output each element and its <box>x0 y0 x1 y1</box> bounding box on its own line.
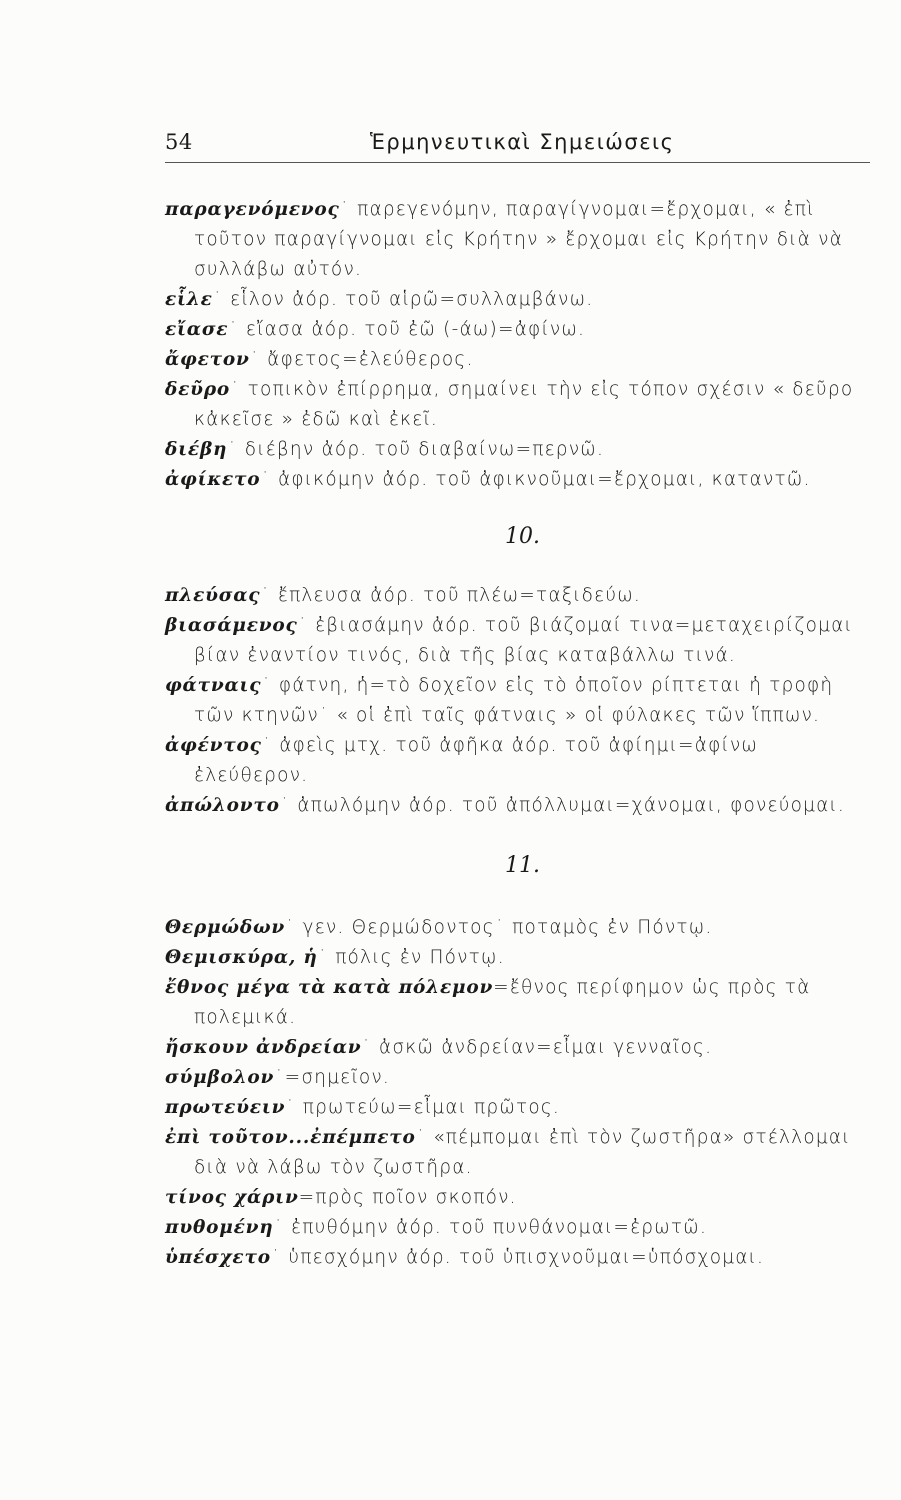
entry-text: ˙ ἀσκῶ ἀνδρείαν=εἶμαι γενναῖος. <box>361 1037 713 1058</box>
glossary-entry <box>165 973 870 1033</box>
entry-text: ˙ ἀφικόμην ἀόρ. τοῦ ἀφικνοῦμαι=ἔρχομαι, καταντῶ. <box>260 469 811 490</box>
entry-lemma: ἐπὶ τοῦτον...ἐπέμπετο <box>165 1127 416 1148</box>
glossary-entry <box>165 1093 870 1123</box>
entry-lemma: εἷλε <box>165 289 213 310</box>
entry-lemma: ἀπώλοντο <box>165 795 280 816</box>
section-heading-10: 10. <box>505 524 540 549</box>
entry-text: ˙ ἄφετος=ἐλεύθερος. <box>249 349 474 370</box>
entry-lemma: ἀφίκετο <box>165 469 261 490</box>
glossary-entry <box>165 1063 870 1093</box>
entry-lemma: πυθομένη <box>165 1217 274 1238</box>
entry-lemma: ἤσκουν ἀνδρείαν <box>165 1037 362 1058</box>
entry-text: ˙ ἔπλευσα ἀόρ. τοῦ πλέω=ταξιδεύω. <box>260 585 642 606</box>
entry-lemma: δεῦρο <box>165 379 231 400</box>
entry-text: ˙ ὑπεσχόμην ἀόρ. τοῦ ὑπισχνοῦμαι=ὑπόσχομαι. <box>270 1247 765 1268</box>
glossary-entry <box>165 943 870 973</box>
entry-lemma: παραγενόμενος <box>165 199 340 220</box>
entry-lemma: Θερμώδων <box>165 917 286 938</box>
glossary-entry <box>165 671 870 731</box>
entry-text: ˙ «πέμπομαι ἐπὶ τὸν ζωστῆρα» στέλλομαι διὰ νὰ λάβω τὸν ζωστῆρα. <box>194 1127 851 1178</box>
entry-text: ˙ διέβην ἀόρ. τοῦ διαβαίνω=περνῶ. <box>227 439 605 460</box>
entry-text: ˙ παρεγενόμην, παραγίγνομαι=ἔρχομαι, « ἐπὶ τοῦτον παραγίγνομαι εἰς Κρήτην » ἔρχομαι εἰς Κρήτην διὰ νὰ συλλάβω αὐτόν. <box>194 199 844 280</box>
entry-lemma: ἄφετον <box>165 349 250 370</box>
entry-lemma: βιασάμενος <box>165 615 298 636</box>
entry-lemma: φάτναις <box>165 675 262 696</box>
entry-text: ˙ ἐβιασάμην ἀόρ. τοῦ βιάζομαί τινα=μεταχειρίζομαι βίαν ἐναντίον τινός, διὰ τῆς βίας καταβάλλω τινά. <box>194 615 853 666</box>
entry-lemma: Θεμισκύρα, ἡ <box>165 947 318 968</box>
entry-text: =πρὸς ποῖον σκοπόν. <box>298 1187 517 1208</box>
glossary-entry <box>165 581 870 611</box>
running-title: Ἑρμηνευτικαὶ Σημειώσεις <box>370 130 675 154</box>
glossary-entry <box>165 1183 870 1213</box>
entry-text: ˙ τοπικὸν ἐπίρρημα, σημαίνει τὴν εἰς τόπον σχέσιν « δεῦρο κἀκεῖσε » ἐδῶ καὶ ἐκεῖ. <box>194 379 854 430</box>
glossary-entry <box>165 1123 870 1183</box>
glossary-entry <box>165 791 870 821</box>
entry-text: =ἔθνος περίφημον ὡς πρὸς τὰ πολεμικά. <box>194 977 811 1028</box>
entry-lemma: εἴασε <box>165 319 229 340</box>
glossary-entry <box>165 345 870 375</box>
glossary-entry <box>165 1213 870 1243</box>
entry-text: ˙ ἐπυθόμην ἀόρ. τοῦ πυνθάνομαι=ἐρωτῶ. <box>273 1217 708 1238</box>
glossary-entry <box>165 435 870 465</box>
entry-lemma: ἔθνος μέγα τὰ κατὰ πόλεμον <box>165 977 494 998</box>
entry-lemma: τίνος χάριν <box>165 1187 299 1208</box>
page-number: 54 <box>165 130 193 154</box>
glossary-entry <box>165 465 870 495</box>
entry-text: ˙ φάτνη, ἡ=τὸ δοχεῖον εἰς τὸ ὁποῖον ρίπτεται ἡ τροφὴ τῶν κτηνῶν˙ « οἱ ἐπὶ ταῖς φάτναις » οἱ φύλακες τῶν ἵππων. <box>194 675 834 726</box>
glossary-entry <box>165 913 870 943</box>
glossary-entry <box>165 1033 870 1063</box>
section-heading-11: 11. <box>505 853 540 878</box>
glossary-body <box>165 195 870 1273</box>
glossary-entry <box>165 611 870 671</box>
entry-text: ˙ πόλις ἐν Πόντῳ. <box>317 947 505 968</box>
entry-text: ˙ εἷλον ἀόρ. τοῦ αἱρῶ=συλλαμβάνω. <box>212 289 594 310</box>
glossary-entry <box>165 315 870 345</box>
page-header <box>165 128 870 163</box>
glossary-entry <box>165 375 870 435</box>
entry-text: ˙ εἴασα ἀόρ. τοῦ ἐῶ (-άω)=ἀφίνω. <box>228 319 586 340</box>
entry-lemma: πρωτεύειν <box>165 1097 286 1118</box>
entry-lemma: σύμβολον <box>165 1067 275 1088</box>
entry-lemma: ὑπέσχετο <box>165 1247 271 1268</box>
entry-text: ˙ γεν. Θερμώδοντος˙ ποταμὸς ἐν Πόντῳ. <box>285 917 713 938</box>
glossary-entry <box>165 731 870 791</box>
glossary-entry <box>165 285 870 315</box>
entry-text: ˙ ἀπωλόμην ἀόρ. τοῦ ἀπόλλυμαι=χάνομαι, φονεύομαι. <box>279 795 845 816</box>
entry-lemma: διέβη <box>165 439 228 460</box>
entry-text: ˙ πρωτεύω=εἶμαι πρῶτος. <box>285 1097 561 1118</box>
entry-text: ˙=σημεῖον. <box>274 1067 390 1088</box>
entry-text: ˙ ἀφεὶς μτχ. τοῦ ἀφῆκα ἀόρ. τοῦ ἀφίημι=ἀφίνω ἐλεύθερον. <box>194 735 759 786</box>
entry-lemma: πλεύσας <box>165 585 261 606</box>
entry-lemma: ἀφέντος <box>165 735 262 756</box>
glossary-entry <box>165 1243 870 1273</box>
glossary-entry <box>165 195 870 285</box>
